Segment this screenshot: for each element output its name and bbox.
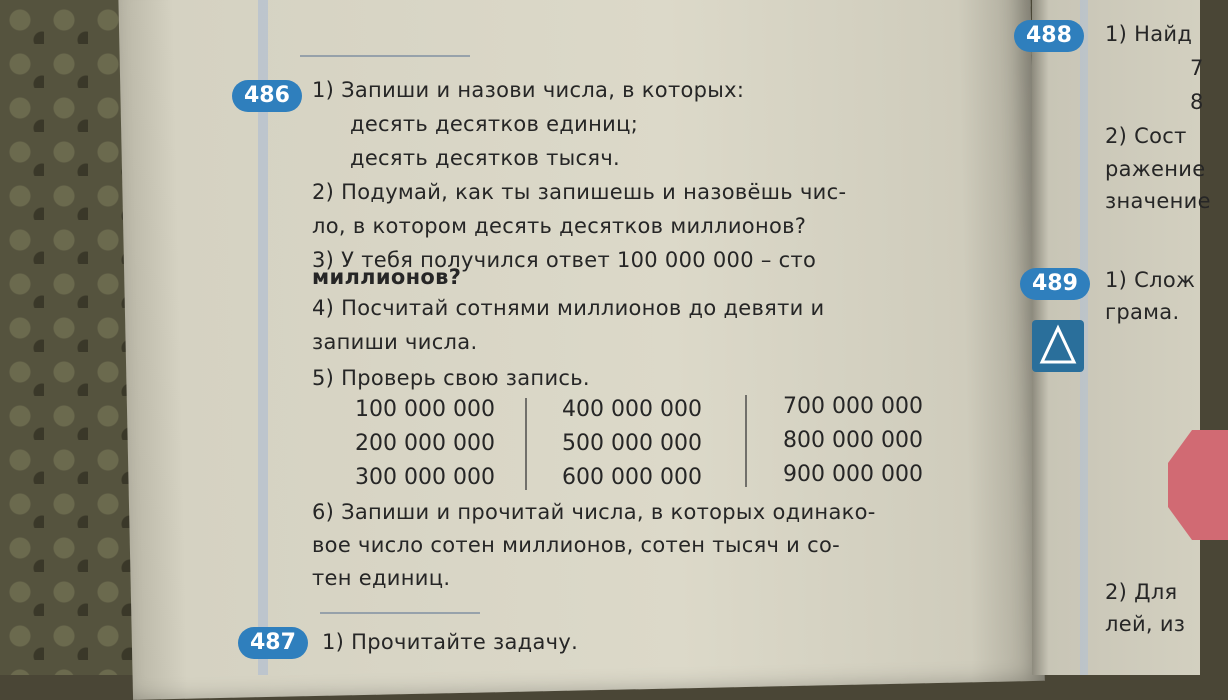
number-cell: 900 000 000	[783, 462, 923, 487]
task486-line4: 2) Подумай, как ты запишешь и назовёшь чис-	[312, 180, 847, 204]
task489-line1: 1) Слож	[1105, 268, 1196, 292]
task486-line1: 1) Запиши и назови числа, в которых:	[312, 78, 745, 102]
number-cell: 800 000 000	[783, 428, 923, 453]
task-number-badge-488: 488	[1014, 20, 1084, 52]
task486-line5: ло, в котором десять десятков миллионов?	[312, 214, 807, 238]
number-cell: 600 000 000	[562, 465, 702, 490]
column-separator	[525, 398, 527, 490]
section-divider	[320, 612, 480, 614]
task488-line1: 1) Найд	[1105, 22, 1193, 46]
task487-line1: 1) Прочитайте задачу.	[322, 630, 579, 654]
tablecloth-background	[0, 0, 140, 675]
task486-line13: тен единиц.	[312, 566, 451, 590]
geometry-compass-icon	[1032, 320, 1084, 372]
number-column-2	[562, 393, 702, 495]
task488-line4: значение	[1105, 189, 1211, 213]
task488-digit1: 7	[1190, 56, 1204, 80]
number-cell: 100 000 000	[355, 397, 495, 422]
task486-line10: 5) Проверь свою запись.	[312, 366, 590, 390]
task489-line2: грама.	[1105, 300, 1180, 324]
number-cell: 400 000 000	[562, 397, 702, 422]
task486-line12: вое число сотен миллионов, сотен тысяч и со-	[312, 533, 840, 557]
number-cell: 700 000 000	[783, 394, 923, 419]
number-cell: 300 000 000	[355, 465, 495, 490]
task489-line3: 2) Для	[1105, 580, 1178, 604]
task486-line2: десять десятков единиц;	[350, 112, 639, 136]
task486-line3: десять десятков тысяч.	[350, 146, 621, 170]
task486-line11: 6) Запиши и прочитай числа, в которых одинако-	[312, 500, 876, 524]
task-number-badge-487: 487	[238, 627, 308, 659]
task489-line4: лей, из	[1105, 612, 1186, 636]
task486-line9: запиши числа.	[312, 330, 478, 354]
task-number-badge-486: 486	[232, 80, 302, 112]
number-column-1	[355, 393, 495, 495]
number-cell: 200 000 000	[355, 431, 495, 456]
task488-line3: ражение	[1105, 157, 1206, 181]
number-cell: 500 000 000	[562, 431, 702, 456]
task-number-badge-489: 489	[1020, 268, 1090, 300]
section-divider	[300, 55, 470, 57]
task488-digit2: 8	[1190, 90, 1204, 114]
task486-line7: миллионов?	[312, 265, 462, 289]
task486-line8: 4) Посчитай сотнями миллионов до девяти и	[312, 296, 825, 320]
column-separator	[745, 395, 747, 487]
task488-line2: 2) Сост	[1105, 124, 1187, 148]
number-column-3	[783, 390, 923, 492]
task486-line6: 3) У тебя получился ответ 100 000 000 – сто	[312, 248, 817, 272]
